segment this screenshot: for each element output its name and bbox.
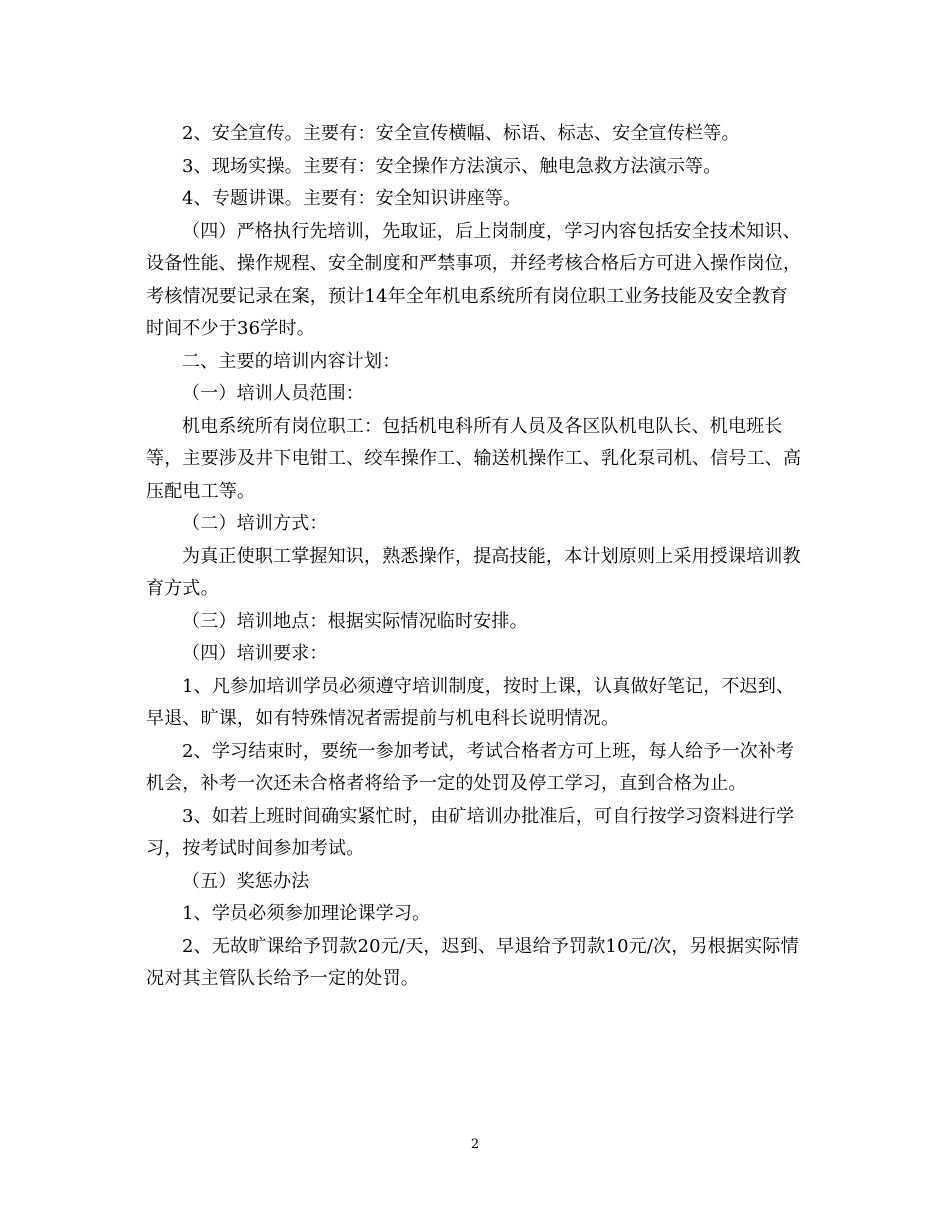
page-number: 2 — [470, 1137, 480, 1152]
requirement-item-1: 1、凡参加培训学员必须遵守培训制度，按时上课，认真做好笔记，不迟到、早退、旷课，如有特殊情况者需提前与机电科长说明情况。 — [146, 675, 795, 729]
requirement-item-2: 2、学习结束时，要统一参加考试，考试合格者方可上班，每人给予一次补考机会，补考一次还未合格者将给予一定的处罚及停工学习，直到合格为止。 — [146, 740, 795, 794]
subheading-personnel-scope: （一）培训人员范围： — [182, 383, 364, 404]
penalty-item-2: 2、无故旷课给予罚款20元/天，迟到、早退给予罚款10元/次，另根据实际情况对其主管队长给予一定的处罚。 — [146, 935, 799, 989]
subheading-rewards-penalties: （五）奖惩办法 — [182, 870, 310, 892]
subheading-training-method: （二）培训方式： — [182, 513, 328, 534]
document-body — [146, 118, 806, 996]
paragraph-item-2: 2、安全宣传。主要有：安全宣传横幅、标语、标志、安全宣传栏等。 — [182, 123, 740, 144]
paragraph-personnel-scope: 机电系统所有岗位职工：包括机电科所有人员及各区队机电队长、机电班长等，主要涉及井下电钳工、绞车操作工、输送机操作工、乳化泵司机、信号工、高压配电工等。 — [146, 415, 802, 502]
paragraph-item-4: 4、专题讲课。主要有：安全知识讲座等。 — [182, 188, 522, 209]
paragraph-item-3: 3、现场实操。主要有：安全操作方法演示、触电急救方法演示等。 — [182, 155, 722, 177]
requirement-item-3: 3、如若上班时间确实紧忙时，由矿培训办批准后，可自行按学习资料进行学习，按考试时间参加考试。 — [146, 805, 795, 859]
subheading-training-requirements: （四）培训要求： — [182, 643, 328, 664]
paragraph-training-system: （四）严格执行先培训，先取证，后上岗制度，学习内容包括安全技术知识、设备性能、操作规程、安全制度和严禁事项，并经考核合格后方可进入操作岗位，考核情况要记录在案，预计14年全年机电系统所有岗位职工业务技能及安全教育时间不少于36学时。 — [146, 220, 802, 339]
paragraph-training-method: 为真正使职工掌握知识，熟悉操作，提高技能，本计划原则上采用授课培训教育方式。 — [146, 545, 801, 599]
subheading-training-location: （三）培训地点：根据实际情况临时安排。 — [182, 610, 528, 632]
section-heading-training-plan: 二、主要的培训内容计划： — [182, 350, 401, 372]
penalty-item-1: 1、学员必须参加理论课学习。 — [182, 903, 431, 924]
